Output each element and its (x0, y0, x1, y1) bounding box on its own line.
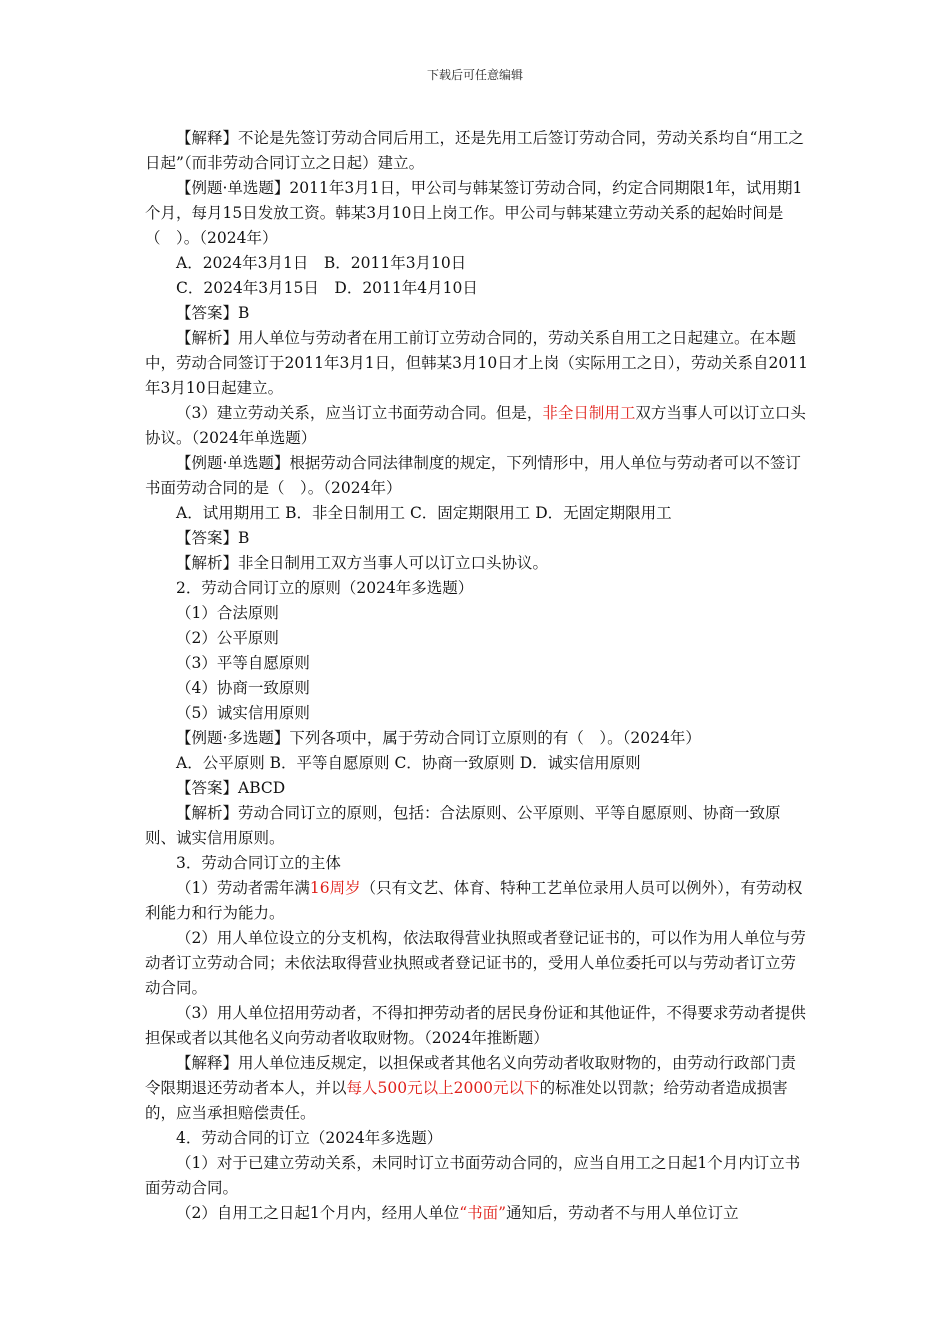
paragraph-text: 【例题·多选题】下列各项中，属于劳动合同订立原则的有（ ）。（2024年） (176, 729, 701, 747)
paragraph-text: （1）合法原则 (176, 604, 279, 622)
paragraph-text: （只有文艺、体育、特种工艺单位录用人员可以例外），有劳动权利能力和行为能力。 (145, 879, 803, 922)
paragraph (145, 251, 810, 276)
highlighted-text: 16周岁 (309, 879, 361, 897)
paragraph-text: A．试用期用工 B．非全日制用工 C．固定期限用工 D．无固定期限用工 (176, 504, 672, 522)
paragraph-text: （2）自用工之日起1个月内，经用人单位 (176, 1204, 460, 1222)
highlighted-text: “书面” (459, 1204, 507, 1222)
paragraph-text: （3）用人单位招用劳动者，不得扣押劳动者的居民身份证和其他证件，不得要求劳动者提供担保或者以其他名义向劳动者收取财物。（2024年推断题） (145, 1004, 806, 1047)
paragraph (145, 601, 810, 626)
paragraph (145, 626, 810, 651)
paragraph-text: （2）公平原则 (176, 629, 279, 647)
paragraph (145, 776, 810, 801)
paragraph-text: C．2024年3月15日 D．2011年4月10日 (176, 279, 478, 297)
paragraph-text: 通知后，劳动者不与用人单位订立 (506, 1204, 739, 1222)
paragraph (145, 1051, 810, 1126)
paragraph (145, 1126, 810, 1151)
paragraph (145, 801, 810, 851)
paragraph-text: 【答案】B (176, 529, 250, 547)
paragraph-text: （5）诚实信用原则 (176, 704, 310, 722)
paragraph-text: 【答案】ABCD (176, 779, 286, 797)
paragraph-text: A．2024年3月1日 B．2011年3月10日 (176, 254, 467, 272)
paragraph (145, 651, 810, 676)
paragraph (145, 576, 810, 601)
paragraph (145, 751, 810, 776)
paragraph (145, 1151, 810, 1201)
paragraph (145, 926, 810, 1001)
paragraph-text: 【例题·单选题】2011年3月1日，甲公司与韩某签订劳动合同，约定合同期限1年，试用期1个月，每月15日发放工资。韩某3月10日上岗工作。甲公司与韩某建立劳动关系的起始时间是（ ）。（2024年） (145, 179, 803, 247)
paragraph (145, 501, 810, 526)
paragraph (145, 401, 810, 451)
paragraph-text: （4）协商一致原则 (176, 679, 310, 697)
paragraph (145, 126, 810, 176)
paragraph-text: A．公平原则 B．平等自愿原则 C．协商一致原则 D．诚实信用原则 (176, 754, 641, 772)
paragraph (145, 1001, 810, 1051)
paragraph-text: 【例题·单选题】根据劳动合同法律制度的规定，下列情形中，用人单位与劳动者可以不签订书面劳动合同的是（ ）。（2024年） (145, 454, 801, 497)
paragraph (145, 326, 810, 401)
paragraph (145, 676, 810, 701)
paragraph-text: 【解释】用人单位违反规定，以担保或者其他名义向劳动者收取财物的，由劳动行政部门责令限期退还劳动者本人，并以 (145, 1054, 797, 1097)
paragraph (145, 176, 810, 251)
document-body (145, 126, 810, 1226)
paragraph-text: 【解释】不论是先签订劳动合同后用工，还是先用工后签订劳动合同，劳动关系均自“用工之日起”（而非劳动合同订立之日起）建立。 (145, 129, 804, 172)
paragraph (145, 876, 810, 926)
paragraph (145, 1201, 810, 1226)
paragraph-text: 【解析】用人单位与劳动者在用工前订立劳动合同的，劳动关系自用工之日起建立。在本题中，劳动合同签订于2011年3月1日，但韩某3月10日才上岗（实际用工之日），劳动关系自2011年3月10日起建立。 (145, 329, 808, 397)
paragraph (145, 301, 810, 326)
highlighted-text: 非全日制用工 (542, 404, 636, 422)
paragraph (145, 526, 810, 551)
paragraph-text: 【解析】非全日制用工双方当事人可以订立口头协议。 (176, 554, 549, 572)
paragraph-text: （1）劳动者需年满 (176, 879, 310, 897)
paragraph-text: 3．劳动合同订立的主体 (176, 854, 341, 872)
paragraph-text: （1）对于已建立劳动关系，未同时订立书面劳动合同的，应当自用工之日起1个月内订立书面劳动合同。 (145, 1154, 801, 1197)
page-header: 下载后可任意编辑 (426, 68, 523, 82)
highlighted-text: 每人500元以上2000元以下 (346, 1079, 540, 1097)
paragraph-text: 4．劳动合同的订立（2024年多选题） (176, 1129, 443, 1147)
paragraph (145, 551, 810, 576)
paragraph (145, 701, 810, 726)
paragraph-text: （3）建立劳动关系，应当订立书面劳动合同。但是， (176, 404, 543, 422)
paragraph-text: （2）用人单位设立的分支机构，依法取得营业执照或者登记证书的，可以作为用人单位与劳动者订立劳动合同；未依法取得营业执照或者登记证书的，受用人单位委托可以与劳动者订立劳动合同。 (145, 929, 806, 997)
paragraph (145, 851, 810, 876)
paragraph-text: 双方当事人可以订立口头协议。（2024年单选题） (145, 404, 806, 447)
paragraph-text: 的标准处以罚款；给劳动者造成损害的，应当承担赔偿责任。 (145, 1079, 788, 1122)
paragraph-text: 【答案】B (176, 304, 250, 322)
paragraph (145, 451, 810, 501)
paragraph-text: （3）平等自愿原则 (176, 654, 310, 672)
paragraph-text: 2．劳动合同订立的原则（2024年多选题） (176, 579, 474, 597)
paragraph (145, 726, 810, 751)
paragraph (145, 276, 810, 301)
paragraph-text: 【解析】劳动合同订立的原则，包括：合法原则、公平原则、平等自愿原则、协商一致原则、诚实信用原则。 (145, 804, 781, 847)
